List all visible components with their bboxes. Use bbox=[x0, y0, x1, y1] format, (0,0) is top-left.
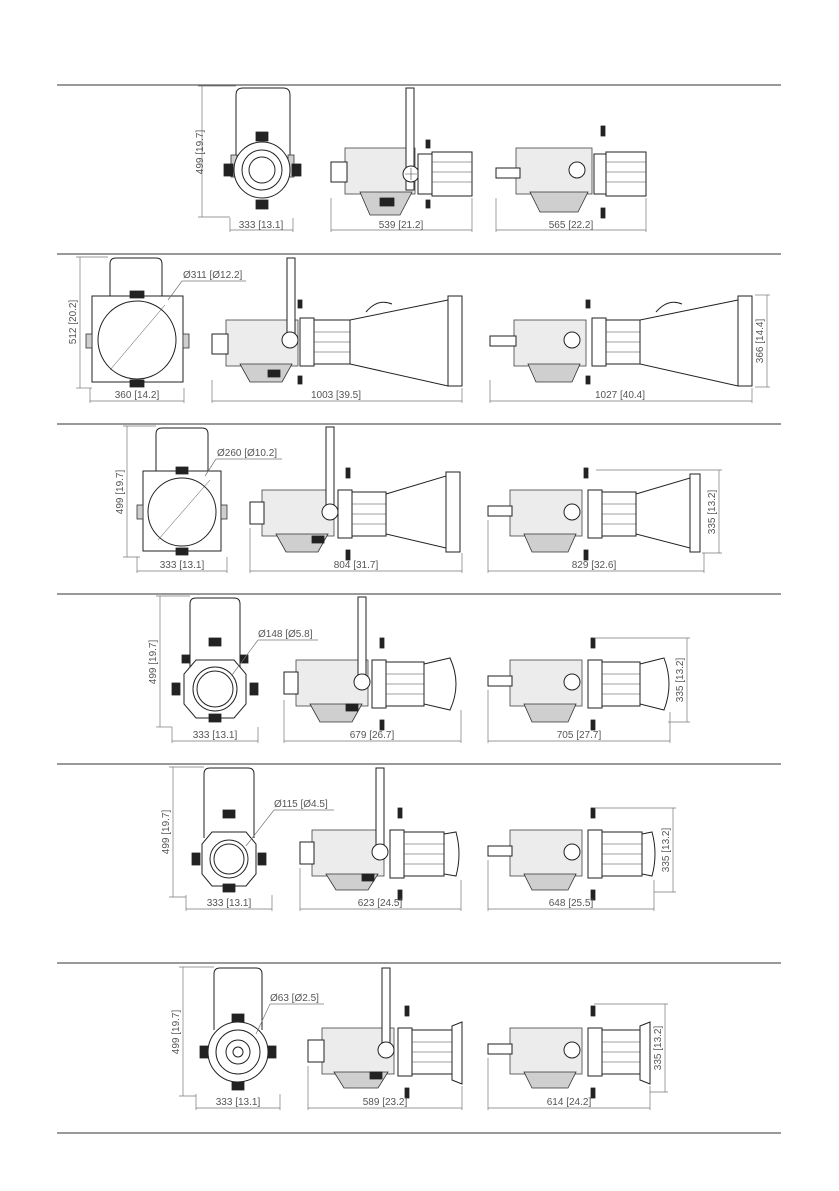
row-3-front-height-label: 499 [19.7] bbox=[115, 469, 126, 515]
row-3-side-2-length-label: 829 [32.6] bbox=[571, 560, 617, 571]
row-2-front-view-drawing bbox=[86, 258, 189, 387]
row-5-front-view-drawing bbox=[192, 768, 266, 892]
row-4-side-2-height-label: 335 [13.2] bbox=[675, 657, 686, 703]
row-2-front-height-label: 512 [20.2] bbox=[68, 299, 79, 345]
row-1 bbox=[195, 86, 646, 232]
row-4-side-view-2-drawing bbox=[488, 638, 669, 730]
row-5-side-1-length-label: 623 [24.5] bbox=[357, 898, 403, 909]
row-5-side-view-1-drawing bbox=[300, 768, 459, 900]
row-2-side-2-length-dimension bbox=[490, 380, 752, 403]
row-5-side-2-height-label: 335 [13.2] bbox=[661, 827, 672, 873]
row-3-side-view-2-drawing bbox=[488, 468, 700, 560]
row-1-front-width-label: 333 [13.1] bbox=[238, 220, 284, 231]
row-5-front-width-label: 333 [13.1] bbox=[206, 898, 252, 909]
row-6-front-height-label: 499 [19.7] bbox=[171, 1009, 182, 1055]
row-1-front-width-dimension bbox=[230, 218, 293, 232]
row-6-front-width-dimension bbox=[196, 1094, 280, 1110]
row-4-side-view-1-drawing bbox=[284, 597, 456, 730]
row-1-side-2-length-label: 565 [22.2] bbox=[548, 220, 594, 231]
row-2-side-2-length-label: 1027 [40.4] bbox=[594, 390, 646, 401]
row-2 bbox=[68, 257, 770, 403]
row-4-side-2-length-label: 705 [27.7] bbox=[556, 730, 602, 741]
row-5-side-2-length-label: 648 [25.5] bbox=[548, 898, 594, 909]
row-6-front-view-drawing bbox=[200, 968, 276, 1090]
row-2-side-view-2-drawing bbox=[490, 296, 752, 386]
row-6-front-height-dimension bbox=[171, 967, 214, 1096]
row-6-side-view-2-drawing bbox=[488, 1006, 650, 1098]
row-1-front-height-dimension bbox=[195, 86, 236, 217]
row-6 bbox=[171, 967, 668, 1110]
row-3-lens-diameter-label: Ø260 [Ø10.2] bbox=[217, 448, 278, 459]
row-4-lens-diameter-label: Ø148 [Ø5.8] bbox=[258, 629, 313, 640]
row-1-side-view-2-drawing bbox=[496, 126, 646, 218]
row-2-side-view-1-drawing bbox=[212, 258, 462, 386]
row-2-lens-diameter-label: Ø311 [Ø12.2] bbox=[183, 270, 243, 281]
row-2-front-width-label: 360 [14.2] bbox=[114, 390, 160, 401]
row-4-front-view-drawing bbox=[172, 598, 258, 722]
row-1-front-height-label: 499 [19.7] bbox=[195, 129, 206, 175]
row-5-lens-diameter-label: Ø115 [Ø4.5] bbox=[274, 799, 328, 810]
row-2-side-1-length-dimension bbox=[212, 380, 462, 403]
row-6-side-1-length-label: 589 [23.2] bbox=[362, 1097, 408, 1108]
row-5-front-width-dimension bbox=[186, 895, 272, 911]
row-5 bbox=[161, 767, 676, 911]
row-4-front-width-dimension bbox=[172, 727, 258, 743]
row-6-side-view-1-drawing bbox=[308, 968, 462, 1098]
row-6-lens-diameter-label: Ø63 [Ø2.5] bbox=[270, 993, 319, 1004]
row-1-front-view-drawing bbox=[224, 88, 301, 209]
row-1-side-1-length-label: 539 [21.2] bbox=[378, 220, 424, 231]
row-6-side-2-height-label: 335 [13.2] bbox=[653, 1025, 664, 1071]
row-1-side-view-1-drawing bbox=[331, 88, 472, 215]
row-6-front-width-label: 333 [13.1] bbox=[215, 1097, 261, 1108]
row-2-front-width-dimension bbox=[90, 388, 184, 403]
row-3-front-width-dimension bbox=[137, 557, 227, 573]
row-3-side-view-1-drawing bbox=[250, 427, 460, 560]
row-2-side-1-length-label: 1003 [39.5] bbox=[310, 390, 362, 401]
row-5-side-view-2-drawing bbox=[488, 808, 655, 900]
row-3-side-2-height-label: 335 [13.2] bbox=[707, 489, 718, 535]
row-4 bbox=[148, 596, 690, 743]
row-3-front-width-label: 333 [13.1] bbox=[159, 560, 205, 571]
row-3-front-view-drawing bbox=[137, 428, 227, 555]
row-separators bbox=[57, 85, 781, 1133]
row-5-front-height-dimension bbox=[161, 767, 204, 897]
row-4-front-width-label: 333 [13.1] bbox=[192, 730, 238, 741]
row-3 bbox=[115, 426, 722, 573]
row-3-side-1-length-label: 804 [31.7] bbox=[333, 560, 379, 571]
row-6-side-2-length-label: 614 [24.2] bbox=[546, 1097, 592, 1108]
row-6-lens-diameter-callout bbox=[256, 993, 324, 1034]
row-4-front-height-label: 499 [19.7] bbox=[148, 639, 159, 685]
row-2-side-2-height-dimension bbox=[755, 295, 770, 387]
row-4-side-1-length-label: 679 [26.7] bbox=[349, 730, 395, 741]
row-2-side-2-height-label: 366 [14.4] bbox=[755, 318, 766, 364]
row-5-front-height-label: 499 [19.7] bbox=[161, 809, 172, 855]
